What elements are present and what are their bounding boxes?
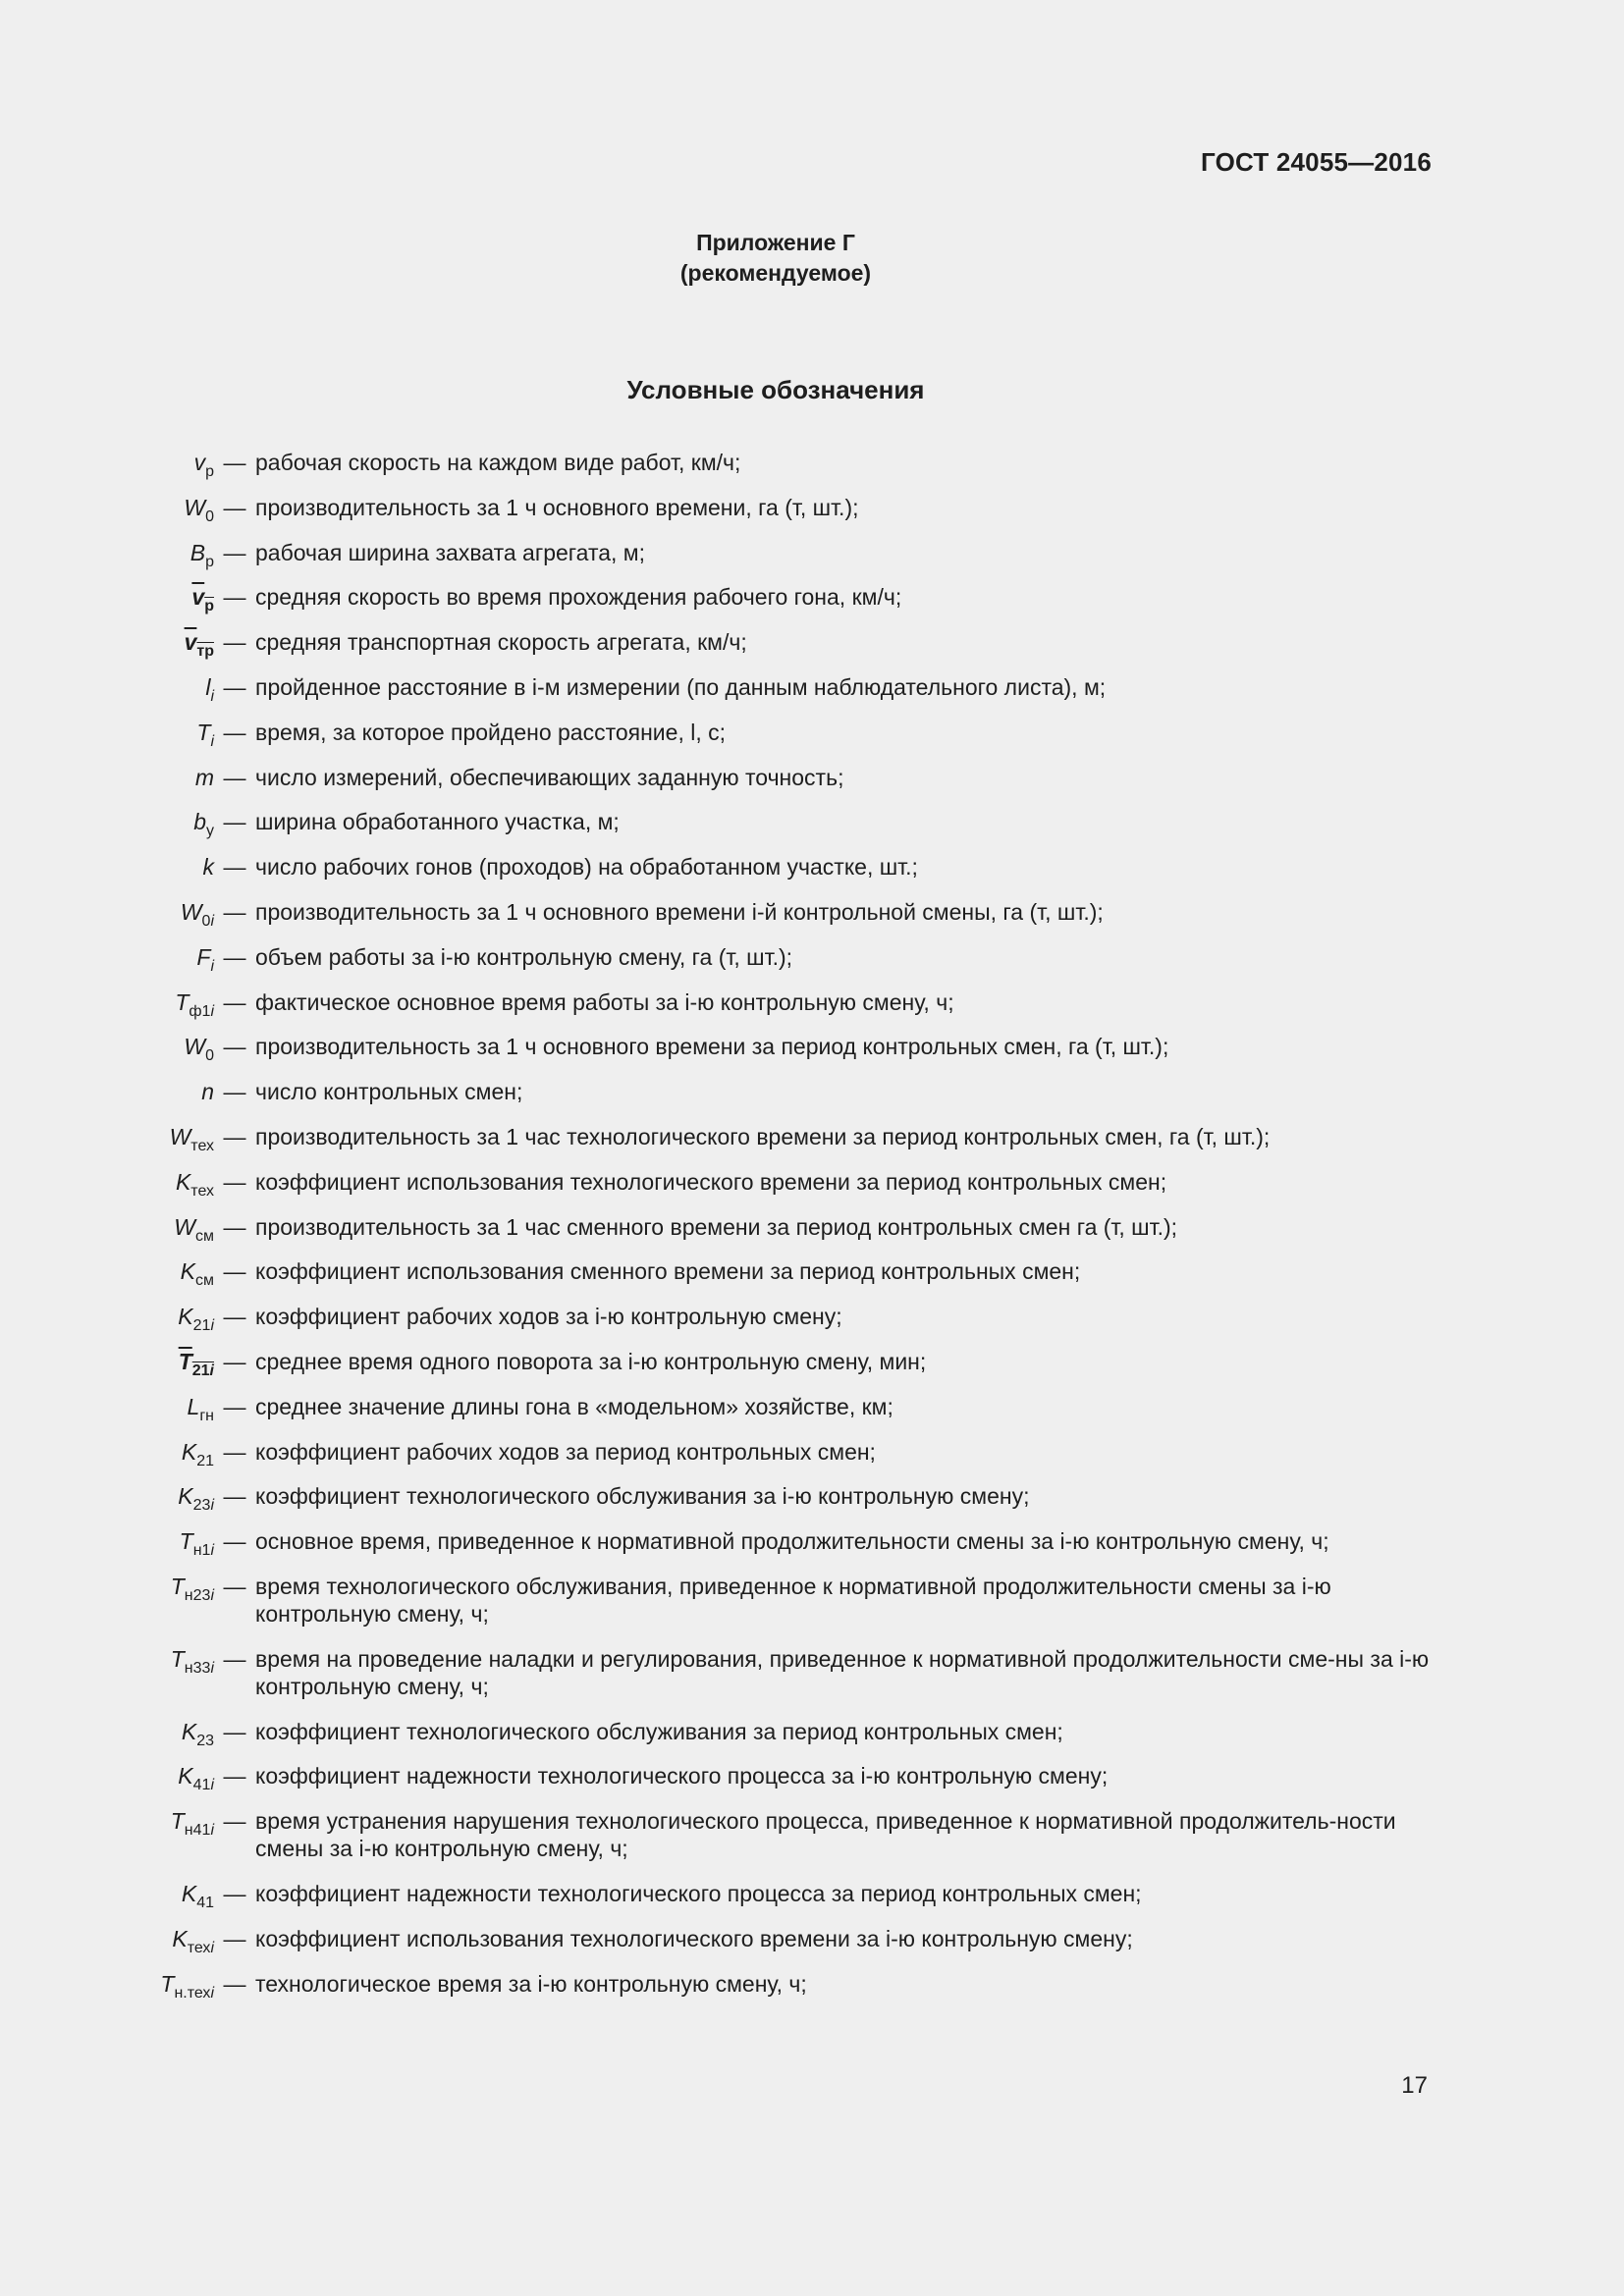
definition-dash: —	[223, 673, 246, 700]
standard-number: ГОСТ 24055—2016	[1201, 147, 1432, 177]
definition-symbol: $W_0$	[184, 1034, 214, 1065]
definition-symbol: $K_{техi}$	[172, 1925, 214, 1956]
definition-item	[98, 1213, 1432, 1245]
definition-text: производительность за 1 час сменного времени за период контрольных смен га (т, шт.);	[255, 1213, 1178, 1240]
definition-dash: —	[223, 1573, 246, 1599]
definition-item	[98, 1925, 1432, 1956]
definition-symbol: $K_{41}$	[181, 1880, 214, 1911]
definition-dash: —	[223, 1528, 246, 1555]
definition-symbol: $W_0$	[184, 494, 214, 525]
definition-symbol: $B_р$	[189, 539, 214, 570]
definition-dash: —	[223, 1304, 246, 1330]
definition-symbol: n	[201, 1079, 214, 1105]
definition-text: время, за которое пройдено расстояние, l, с;	[255, 719, 727, 745]
page-number: 17	[1401, 2072, 1428, 2099]
definition-text: коэффициент надежности технологического процесса за i-ю контрольную смену;	[255, 1763, 1109, 1789]
definition-symbol: $b_у$	[193, 809, 214, 840]
definition-text: коэффициент рабочих ходов за период контрольных смен;	[255, 1438, 876, 1465]
definition-text: объем работы за i-ю контрольную смену, га (т, шт.);	[255, 943, 793, 970]
definition-text: среднее значение длины гона в «модельном» хозяйстве, км;	[255, 1393, 893, 1419]
definition-symbol: $K_{21}$	[181, 1438, 214, 1469]
definition-text: средняя транспортная скорость агрегата, км/ч;	[255, 629, 747, 656]
definition-symbol: $K_{тех}$	[175, 1168, 214, 1200]
definition-dash: —	[223, 1123, 246, 1149]
definition-item	[98, 764, 1432, 791]
definition-text: производительность за 1 час технологического времени за период контрольных смен, га (т, шт.);	[255, 1123, 1271, 1149]
definition-text: основное время, приведенное к нормативной продолжительности смены за i-ю контрольную смену, ч;	[255, 1528, 1329, 1555]
definition-symbol: $\overline{T}_{21\overline{i}}$	[178, 1348, 214, 1379]
definition-text: фактическое основное время работы за i-ю контрольную смену, ч;	[255, 988, 954, 1015]
definition-dash: —	[223, 854, 246, 881]
definition-item	[98, 1970, 1432, 2002]
definition-item	[98, 1762, 1432, 1794]
definition-item	[98, 1438, 1432, 1469]
definition-dash: —	[223, 764, 246, 790]
definition-text: коэффициент рабочих ходов за i-ю контрольную смену;	[255, 1304, 842, 1330]
definition-item	[98, 494, 1432, 525]
definition-item	[98, 943, 1432, 975]
definition-item	[98, 673, 1432, 705]
definition-text: коэффициент использования технологического времени за i-ю контрольную смену;	[255, 1925, 1133, 1951]
definition-symbol: $W_{тех}$	[169, 1123, 214, 1154]
definition-item	[98, 1573, 1432, 1628]
definition-text: коэффициент технологического обслуживания за период контрольных смен;	[255, 1718, 1063, 1744]
definition-symbol: k	[202, 854, 214, 881]
definition-item	[98, 1718, 1432, 1749]
definition-text: коэффициент использования технологического времени за период контрольных смен;	[255, 1168, 1167, 1195]
definition-dash: —	[223, 450, 246, 475]
definition-text: рабочая скорость на каждом виде работ, км/ч;	[255, 450, 741, 475]
definition-item	[98, 1807, 1432, 1862]
definition-symbol: $\overline{v}_{тр}$	[184, 629, 214, 661]
definition-symbol: $T_{н.техi}$	[160, 1970, 214, 2002]
definition-dash: —	[223, 1258, 246, 1285]
definition-symbol: $K_{21i}$	[178, 1304, 214, 1335]
definition-dash: —	[223, 898, 246, 925]
definitions-list	[98, 449, 1432, 2014]
definition-item	[98, 583, 1432, 615]
definition-text: время на проведение наладки и регулирования, приведенное к нормативной продолжительности сме-ны за i-ю контрольную смену, ч;	[255, 1645, 1430, 1699]
definition-dash: —	[223, 1763, 246, 1789]
definition-symbol: $K_{23}$	[181, 1718, 214, 1749]
definition-dash: —	[223, 1348, 246, 1374]
definition-symbol: $K_{см}$	[180, 1258, 214, 1290]
definition-item	[98, 988, 1432, 1020]
definition-item	[98, 1645, 1432, 1700]
definition-text: производительность за 1 ч основного времени за период контрольных смен, га (т, шт.);	[255, 1034, 1169, 1060]
definition-text: средняя скорость во время прохождения рабочего гона, км/ч;	[255, 584, 902, 611]
definition-text: время устранения нарушения технологического процесса, приведенное к нормативной продолжитель-ности смены за i-ю контрольную смену, ч;	[255, 1808, 1396, 1862]
definition-item	[98, 853, 1432, 881]
definition-item	[98, 1482, 1432, 1515]
definition-dash: —	[223, 1880, 246, 1906]
definition-item	[98, 719, 1432, 750]
definition-item	[98, 1527, 1432, 1560]
definition-dash: —	[223, 1645, 246, 1672]
definition-item	[98, 1393, 1432, 1424]
definition-dash: —	[223, 629, 246, 656]
definition-dash: —	[223, 539, 246, 565]
definition-item	[98, 1257, 1432, 1290]
definition-text: число измерений, обеспечивающих заданную точность;	[255, 764, 844, 790]
section-title: Условные обозначения	[626, 375, 925, 404]
definition-dash: —	[223, 1213, 246, 1240]
definition-item	[98, 898, 1432, 930]
definition-symbol: $T_{н33i}$	[170, 1645, 214, 1677]
definition-text: пройденное расстояние в i-м измерении (по данным наблюдательного листа), м;	[255, 673, 1107, 700]
definition-text: коэффициент использования сменного времени за период контрольных смен;	[255, 1258, 1081, 1285]
definition-symbol: $T_{н41i}$	[170, 1808, 214, 1840]
definition-item	[98, 539, 1432, 570]
definition-symbol: $K_{23i}$	[178, 1483, 214, 1515]
definition-text: рабочая ширина захвата агрегата, м;	[255, 539, 646, 565]
definition-dash: —	[223, 719, 246, 745]
definition-text: время технологического обслуживания, приведенное к нормативной продолжительности смены за i-ю контрольную смену, ч;	[255, 1573, 1331, 1627]
definition-dash: —	[223, 1168, 246, 1195]
definition-symbol: m	[194, 764, 214, 790]
definition-dash: —	[223, 584, 246, 611]
definition-symbol: $\overline{v}_р$	[191, 584, 214, 615]
definition-item	[98, 1033, 1432, 1065]
appendix-title: Приложение Г	[696, 230, 855, 255]
definition-symbol: $T_{ф1i}$	[175, 988, 214, 1020]
definition-symbol: $T_i$	[196, 719, 214, 750]
definition-item	[98, 1303, 1432, 1335]
definition-symbol: $l_i$	[205, 673, 214, 705]
definition-dash: —	[223, 1079, 246, 1105]
definition-symbol: $K_{41i}$	[178, 1763, 214, 1794]
definition-item	[98, 1880, 1432, 1911]
appendix-heading	[0, 228, 1551, 289]
definition-text: ширина обработанного участка, м;	[255, 809, 620, 835]
definition-text: технологическое время за i-ю контрольную смену, ч;	[255, 1970, 807, 1997]
definition-text: производительность за 1 ч основного времени, га (т, шт.);	[255, 494, 859, 520]
definition-symbol: $L_{гн}$	[187, 1393, 214, 1424]
definition-item	[98, 1078, 1432, 1105]
definition-item	[98, 808, 1432, 840]
definition-item	[98, 1348, 1432, 1379]
definition-symbol: $T_{н23i}$	[170, 1573, 214, 1604]
definition-dash: —	[223, 809, 246, 835]
definition-text: коэффициент технологического обслуживания за i-ю контрольную смену;	[255, 1483, 1030, 1510]
definition-dash: —	[223, 494, 246, 520]
definition-symbol: $F_i$	[196, 943, 214, 975]
definition-dash: —	[223, 1970, 246, 1997]
definition-dash: —	[223, 988, 246, 1015]
definition-dash: —	[223, 1438, 246, 1465]
definition-text: среднее время одного поворота за i-ю контрольную смену, мин;	[255, 1348, 927, 1374]
definition-item	[98, 1168, 1432, 1200]
definition-dash: —	[223, 1034, 246, 1060]
definition-dash: —	[223, 1808, 246, 1835]
definition-symbol: $W_{0i}$	[180, 898, 214, 930]
definition-dash: —	[223, 1393, 246, 1419]
definition-text: число рабочих гонов (проходов) на обработанном участке, шт.;	[255, 854, 918, 881]
definition-text: производительность за 1 ч основного времени i-й контрольной смены, га (т, шт.);	[255, 898, 1104, 925]
definition-item	[98, 449, 1432, 480]
definition-symbol: $T_{н1i}$	[179, 1528, 214, 1560]
definition-dash: —	[223, 943, 246, 970]
definition-dash: —	[223, 1483, 246, 1510]
definition-text: число контрольных смен;	[255, 1079, 523, 1105]
definition-item	[98, 628, 1432, 661]
definition-symbol: $v_р$	[193, 450, 214, 480]
definition-dash: —	[223, 1925, 246, 1951]
appendix-subtitle: (рекомендуемое)	[679, 260, 872, 286]
definition-symbol: $W_{см}$	[174, 1213, 214, 1245]
definition-dash: —	[223, 1718, 246, 1744]
definition-text: коэффициент надежности технологического процесса за период контрольных смен;	[255, 1880, 1142, 1906]
definition-item	[98, 1123, 1432, 1154]
